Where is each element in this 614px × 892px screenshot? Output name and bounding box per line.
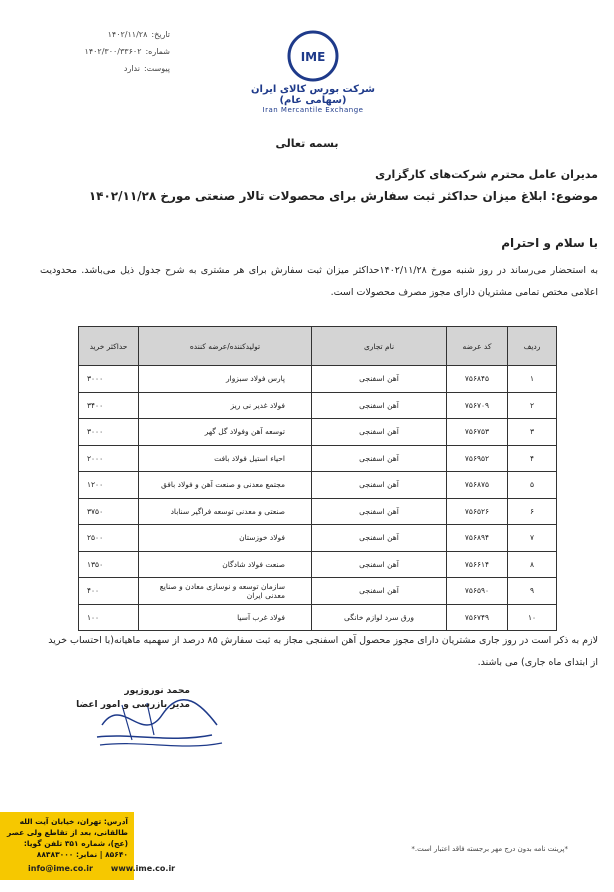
max-purchase-cell: ۱۰۰ xyxy=(79,604,139,631)
footer-email: info@ime.co.ir xyxy=(28,864,93,873)
col-row-number: ردیف xyxy=(508,327,557,366)
logo-name-fa: شرکت بورس کالای ایران (سهامی عام) xyxy=(250,84,376,106)
producer-cell: فولاد غرب آسیا xyxy=(139,604,312,631)
table-row xyxy=(79,472,557,499)
producer-cell: سازمان توسعه و نوسازی معادن و صنایع معدنی ایران xyxy=(139,578,312,605)
table-row xyxy=(79,392,557,419)
producer-cell: پارس فولاد سبزوار xyxy=(139,366,312,393)
trade-name-cell: آهن اسفنجی xyxy=(312,392,447,419)
trade-name-cell: ورق سرد لوازم خانگی xyxy=(312,604,447,631)
table-row xyxy=(79,578,557,605)
producer-cell: فولاد غدیر نی ریز xyxy=(139,392,312,419)
row-number-cell: ۱۰ xyxy=(508,604,557,631)
max-purchase-cell: ۲۵۰۰ xyxy=(79,525,139,552)
table-row xyxy=(79,525,557,552)
col-producer: تولیدکننده/عرضه کننده xyxy=(139,327,312,366)
validity-note: *پرینت نامه بدون درج مهر برجسته فاقد اعتبار است.* xyxy=(411,845,568,853)
offer-code-cell: ۷۵۶۶۱۴ xyxy=(447,551,508,578)
trade-name-cell: آهن اسفنجی xyxy=(312,472,447,499)
offer-code-cell: ۷۵۶۸۷۵ xyxy=(447,472,508,499)
table-row xyxy=(79,551,557,578)
offer-code-cell: ۷۵۶۵۲۶ xyxy=(447,498,508,525)
number-label: شماره: xyxy=(145,47,170,56)
date-label: تاریخ: xyxy=(151,30,170,39)
producer-cell: مجتمع معدنی و صنعت آهن و فولاد بافق xyxy=(139,472,312,499)
col-max-purchase: حداکثر خرید xyxy=(79,327,139,366)
producer-cell: توسعه آهن وفولاد گل گهر xyxy=(139,419,312,446)
trade-name-cell: آهن اسفنجی xyxy=(312,498,447,525)
offer-code-cell: ۷۵۶۹۵۲ xyxy=(447,445,508,472)
closing-paragraph: لازم به ذکر است در روز جاری مشتریان دارای مجوز محصول آهن اسفنجی مجاز به ثبت سفارش ۸۵ درصد از سهمیه ماهیانه(با احتساب خرید از ابتدای ماه جاری) می باشند. xyxy=(48,635,598,668)
row-number-cell: ۶ xyxy=(508,498,557,525)
trade-name-cell: آهن اسفنجی xyxy=(312,525,447,552)
offer-code-cell: ۷۵۶۸۴۵ xyxy=(447,366,508,393)
footer-website: www.ime.co.ir xyxy=(110,864,176,873)
table-row xyxy=(79,419,557,446)
signatory-title: مدیر بازرسی و امور اعضا xyxy=(76,700,190,710)
offer-code-cell: ۷۵۶۷۴۹ xyxy=(447,604,508,631)
ime-logo-icon xyxy=(278,30,348,82)
number-value: ۱۴۰۲/۳۰۰/۳۳۶۰۲ xyxy=(84,47,142,56)
ime-logo xyxy=(238,30,388,120)
table-row xyxy=(79,366,557,393)
row-number-cell: ۵ xyxy=(508,472,557,499)
attachment-value: ندارد xyxy=(123,64,140,73)
max-purchase-cell: ۳۰۰۰ xyxy=(79,419,139,446)
producer-cell: صنعتی و معدنی توسعه فراگیر سناباد xyxy=(139,498,312,525)
trade-name-cell: آهن اسفنجی xyxy=(312,445,447,472)
letter-meta xyxy=(50,26,170,77)
row-number-cell: ۳ xyxy=(508,419,557,446)
trade-name-cell: آهن اسفنجی xyxy=(312,419,447,446)
producer-cell: فولاد خوزستان xyxy=(139,525,312,552)
greeting: با سلام و احترام xyxy=(501,236,598,250)
footer-address-box: آدرس: تهران، خیابان آیت الله طالقانی، بعد از تقاطع ولی عصر (عج)، شماره ۳۵۱ تلفن گویا: ۸۵۶۴۰ | نمابر: ۸۸۳۸۳۰۰۰ xyxy=(0,812,134,880)
table-row xyxy=(79,498,557,525)
max-purchase-cell: ۱۲۰۰ xyxy=(79,472,139,499)
row-number-cell: ۷ xyxy=(508,525,557,552)
body-paragraph: به استحضار می‌رساند در روز شنبه مورخ ۱۴۰۲/۱۱/۲۸حداکثر میزان ثبت سفارش برای هر مشتری به شرح جدول ذیل می‌باشد. محدودیت اعلامی مختص تمامی مشتریان دارای مجوز مصرف محصولات است. xyxy=(40,265,598,298)
max-purchase-cell: ۲۰۰۰ xyxy=(79,445,139,472)
col-offer-code: کد عرضه xyxy=(447,327,508,366)
table-row xyxy=(79,604,557,631)
trade-name-cell: آهن اسفنجی xyxy=(312,366,447,393)
max-purchase-cell: ۳۴۰۰ xyxy=(79,392,139,419)
signatory-name: محمد نوروزپور xyxy=(124,686,190,696)
row-number-cell: ۹ xyxy=(508,578,557,605)
offer-code-cell: ۷۵۶۵۹۰ xyxy=(447,578,508,605)
date-value: ۱۴۰۲/۱۱/۲۸ xyxy=(107,30,148,39)
row-number-cell: ۸ xyxy=(508,551,557,578)
col-trade-name: نام تجاری xyxy=(312,327,447,366)
producer-cell: احیاء استیل فولاد بافت xyxy=(139,445,312,472)
addressee: مدیران عامل محترم شرکت‌های کارگزاری xyxy=(375,168,598,181)
producer-cell: صنعت فولاد شادگان xyxy=(139,551,312,578)
row-number-cell: ۴ xyxy=(508,445,557,472)
logo-name-en: Iran Mercantile Exchange xyxy=(262,106,364,114)
max-purchase-cell: ۳۰۰۰ xyxy=(79,366,139,393)
max-purchase-cell: ۱۳۵۰ xyxy=(79,551,139,578)
max-purchase-cell: ۳۷۵۰ xyxy=(79,498,139,525)
row-number-cell: ۲ xyxy=(508,392,557,419)
max-purchase-cell: ۴۰۰ xyxy=(79,578,139,605)
order-limit-table xyxy=(78,326,557,631)
offer-code-cell: ۷۵۶۷۰۹ xyxy=(447,392,508,419)
table-row xyxy=(79,445,557,472)
offer-code-cell: ۷۵۶۸۹۴ xyxy=(447,525,508,552)
table-header-row xyxy=(79,327,557,366)
signatory xyxy=(72,684,190,712)
trade-name-cell: آهن اسفنجی xyxy=(312,551,447,578)
footer-contacts xyxy=(28,864,188,873)
subject: موضوع: ابلاغ میزان حداکثر ثبت سفارش برای محصولات تالار صنعتی مورخ ۱۴۰۲/۱۱/۲۸ xyxy=(88,189,598,203)
basmala: بسمه تعالی xyxy=(275,137,339,150)
logo-mark-text: IME xyxy=(300,50,326,64)
row-number-cell: ۱ xyxy=(508,366,557,393)
attachment-label: پیوست: xyxy=(143,64,170,73)
offer-code-cell: ۷۵۶۷۵۳ xyxy=(447,419,508,446)
trade-name-cell: آهن اسفنجی xyxy=(312,578,447,605)
